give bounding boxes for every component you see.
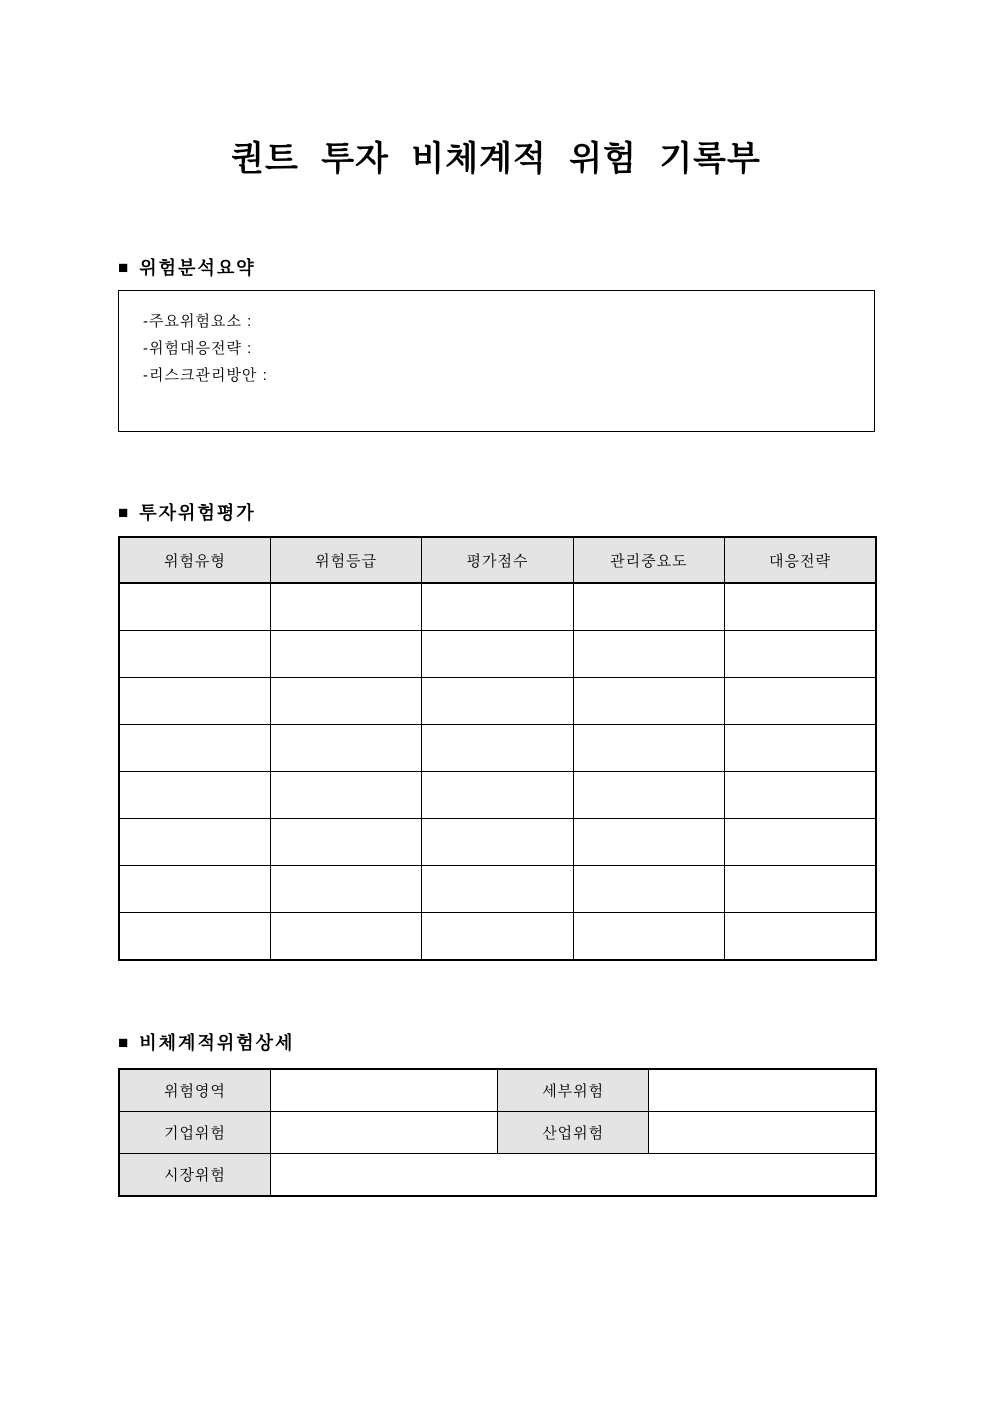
risk-grade-cell[interactable] xyxy=(270,583,421,631)
summary-line-risk-response-strategy: -위험대응전략 : xyxy=(143,340,253,357)
assessment-empty-row xyxy=(119,725,876,772)
eval-score-cell[interactable] xyxy=(422,772,573,819)
risk-grade-cell[interactable] xyxy=(270,725,421,772)
eval-score-cell[interactable] xyxy=(422,913,573,961)
eval-score-cell[interactable] xyxy=(422,866,573,913)
response-strategy-cell[interactable] xyxy=(725,678,876,725)
mgmt-importance-cell[interactable] xyxy=(573,866,724,913)
col-header-risk-grade: 위험등급 xyxy=(270,537,421,583)
label-detail-risk: 세부위험 xyxy=(497,1069,648,1112)
market-risk-value-cell[interactable] xyxy=(270,1154,876,1197)
company-risk-value-cell[interactable] xyxy=(270,1112,497,1154)
risk-type-cell[interactable] xyxy=(119,631,270,678)
label-risk-area: 위험영역 xyxy=(119,1069,270,1112)
response-strategy-cell[interactable] xyxy=(725,819,876,866)
assessment-empty-row xyxy=(119,819,876,866)
response-strategy-cell[interactable] xyxy=(725,866,876,913)
risk-summary-box[interactable] xyxy=(118,290,875,432)
summary-line-risk-management-plan: -리스크관리방안 : xyxy=(143,367,268,384)
assessment-empty-row xyxy=(119,631,876,678)
unsystematic-risk-detail-table xyxy=(118,1068,877,1197)
section-heading-risk-summary xyxy=(118,254,256,280)
risk-type-cell[interactable] xyxy=(119,772,270,819)
assessment-empty-row xyxy=(119,913,876,961)
response-strategy-cell[interactable] xyxy=(725,913,876,961)
risk-grade-cell[interactable] xyxy=(270,866,421,913)
risk-grade-cell[interactable] xyxy=(270,678,421,725)
risk-type-cell[interactable] xyxy=(119,678,270,725)
summary-line-main-risk-factors: -주요위험요소 : xyxy=(143,313,253,330)
risk-type-cell[interactable] xyxy=(119,583,270,631)
label-industry-risk: 산업위험 xyxy=(497,1112,648,1154)
risk-grade-cell[interactable] xyxy=(270,913,421,961)
section-heading-unsystematic-risk-detail xyxy=(118,1029,294,1055)
label-market-risk: 시장위험 xyxy=(119,1154,270,1197)
risk-area-value-cell[interactable] xyxy=(270,1069,497,1112)
label-company-risk: 기업위험 xyxy=(119,1112,270,1154)
mgmt-importance-cell[interactable] xyxy=(573,725,724,772)
section-heading-risk-summary-label: 위험분석요약 xyxy=(139,258,256,278)
response-strategy-cell[interactable] xyxy=(725,725,876,772)
mgmt-importance-cell[interactable] xyxy=(573,631,724,678)
section-marker-icon: ■ xyxy=(118,1032,129,1052)
eval-score-cell[interactable] xyxy=(422,631,573,678)
section-marker-icon: ■ xyxy=(118,502,129,522)
assessment-empty-row xyxy=(119,772,876,819)
section-heading-investment-risk-assessment-label: 투자위험평가 xyxy=(139,503,256,523)
assessment-empty-row xyxy=(119,866,876,913)
assessment-empty-row xyxy=(119,678,876,725)
eval-score-cell[interactable] xyxy=(422,819,573,866)
investment-risk-assessment-table xyxy=(118,536,877,961)
mgmt-importance-cell[interactable] xyxy=(573,583,724,631)
detail-row xyxy=(119,1154,876,1197)
risk-grade-cell[interactable] xyxy=(270,631,421,678)
risk-type-cell[interactable] xyxy=(119,913,270,961)
col-header-response-strategy: 대응전략 xyxy=(725,537,876,583)
response-strategy-cell[interactable] xyxy=(725,772,876,819)
detail-risk-value-cell[interactable] xyxy=(649,1069,876,1112)
assessment-empty-row xyxy=(119,583,876,631)
section-heading-investment-risk-assessment xyxy=(118,499,256,525)
col-header-mgmt-importance: 관리중요도 xyxy=(573,537,724,583)
risk-type-cell[interactable] xyxy=(119,819,270,866)
mgmt-importance-cell[interactable] xyxy=(573,913,724,961)
mgmt-importance-cell[interactable] xyxy=(573,772,724,819)
response-strategy-cell[interactable] xyxy=(725,583,876,631)
mgmt-importance-cell[interactable] xyxy=(573,819,724,866)
industry-risk-value-cell[interactable] xyxy=(649,1112,876,1154)
col-header-risk-type: 위험유형 xyxy=(119,537,270,583)
risk-grade-cell[interactable] xyxy=(270,772,421,819)
section-marker-icon: ■ xyxy=(118,257,129,277)
response-strategy-cell[interactable] xyxy=(725,631,876,678)
risk-type-cell[interactable] xyxy=(119,725,270,772)
mgmt-importance-cell[interactable] xyxy=(573,678,724,725)
detail-row xyxy=(119,1069,876,1112)
risk-grade-cell[interactable] xyxy=(270,819,421,866)
section-heading-unsystematic-risk-detail-label: 비체계적위험상세 xyxy=(139,1033,295,1053)
page-title: 퀀트 투자 비체계적 위험 기록부 xyxy=(231,140,761,178)
assessment-header-row xyxy=(119,537,876,583)
eval-score-cell[interactable] xyxy=(422,725,573,772)
risk-type-cell[interactable] xyxy=(119,866,270,913)
eval-score-cell[interactable] xyxy=(422,583,573,631)
detail-row xyxy=(119,1112,876,1154)
col-header-eval-score: 평가점수 xyxy=(422,537,573,583)
eval-score-cell[interactable] xyxy=(422,678,573,725)
